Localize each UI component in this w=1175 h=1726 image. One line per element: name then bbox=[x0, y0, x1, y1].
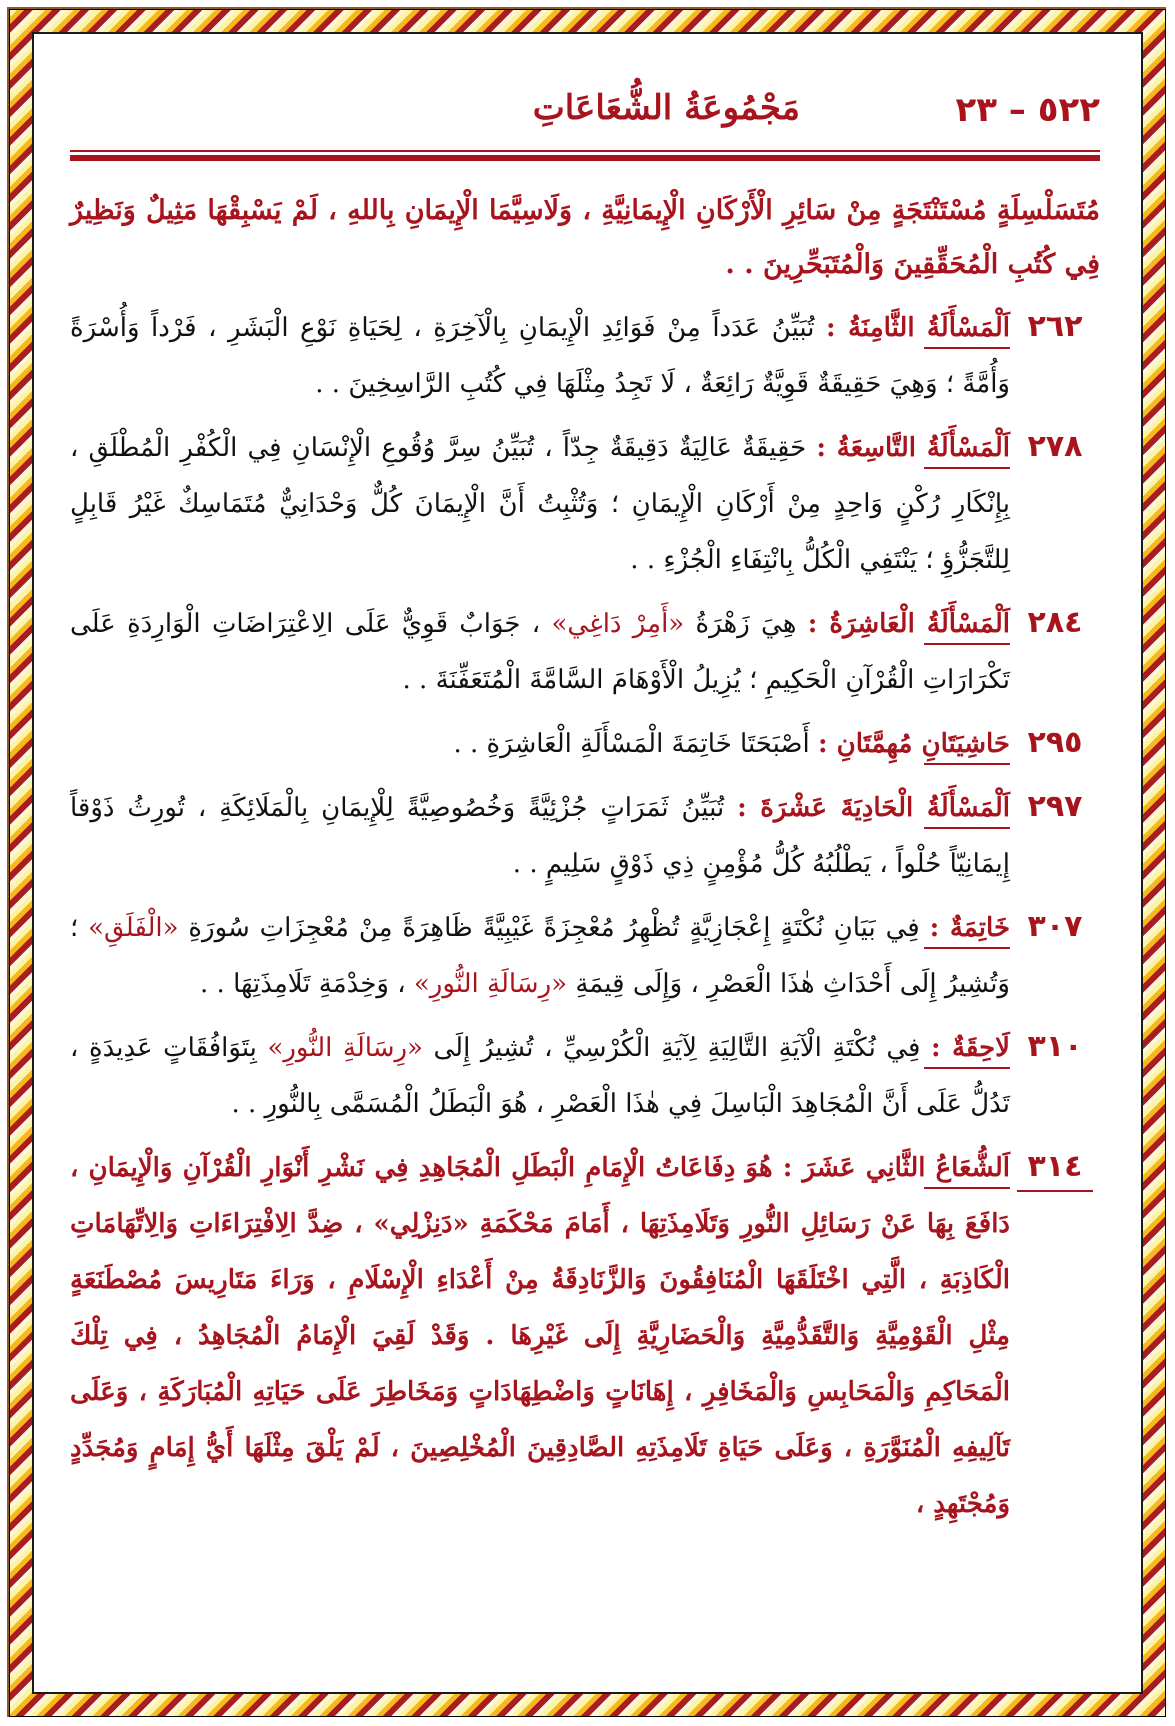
entry-text: أَصْبَحَتَا خَاتِمَةَ الْمَسْأَلَةِ الْعَاشِرَةِ . . bbox=[453, 729, 810, 759]
toc-entry[interactable] bbox=[70, 780, 1100, 892]
entry-body bbox=[70, 716, 1010, 772]
entry-text: ، وَخِدْمَةِ تَلَامِذَتِهَا . . bbox=[200, 969, 406, 999]
entry-page-number: ٢٨٤ bbox=[1027, 605, 1083, 640]
entry-text-mid: ؛ وَتُشِيرُ إِلَى أَحْدَاثِ هٰذَا الْعَصْرِ ، وَإِلَى قِيمَةِ bbox=[70, 913, 1010, 999]
toc-entry-section[interactable] bbox=[70, 1140, 1100, 1532]
toc-entry[interactable] bbox=[70, 1020, 1100, 1132]
entry-page-number: ٢٩٧ bbox=[1027, 789, 1083, 824]
page bbox=[70, 80, 1100, 1519]
toc-entry[interactable] bbox=[70, 716, 1100, 772]
entry-highlight: «رِسَالَةِ النُّورِ» bbox=[267, 1033, 423, 1063]
entry-page-number: ٣١٠ bbox=[1027, 1029, 1083, 1064]
entry-text: تُبَيِّنُ عَدَداً مِنْ فَوَائِدِ الْإِيمَانِ بِالْآخِرَةِ ، لِحَيَاةِ نَوْعِ الْبَشَرِ ، فَرْداً وَأُسْرَةً وَأُمَّةً ؛ وَهِيَ حَقِيقَةٌ قَوِيَّةٌ رَائِعَةٌ ، لَا تَجِدُ مِثْلَهَا فِي كُتُبِ الرَّاسِخِينَ . . bbox=[70, 313, 1010, 399]
entry-page-number: ٢٩٥ bbox=[1027, 725, 1083, 760]
entry-page-number: ٢٧٨ bbox=[1027, 429, 1083, 464]
entry-page-number: ٢٦٢ bbox=[1027, 309, 1083, 344]
page-content bbox=[70, 184, 1100, 1532]
entry-heading: خَاتِمَةٌ : bbox=[929, 913, 1011, 943]
toc-entry[interactable] bbox=[70, 420, 1100, 588]
entry-body bbox=[70, 780, 1010, 892]
header-rule-thick bbox=[70, 155, 1100, 161]
header-rule-thin bbox=[70, 150, 1100, 152]
entry-heading: اَلْمَسْأَلَةُ الْحَادِيَةَ عَشْرَةَ : bbox=[737, 793, 1011, 823]
entry-text-before: فِي نُكْتَةِ الْآيَةِ التَّالِيَةِ لِآيَةِ الْكُرْسِيِّ ، تُشِيرُ إِلَى bbox=[433, 1033, 921, 1063]
entry-body bbox=[70, 1020, 1010, 1132]
entry-heading: حَاشِيَتَانِ مُهِمَّتَانِ : bbox=[818, 729, 1010, 759]
entry-text: حَقِيقَةٌ عَالِيَةٌ دَقِيقَةٌ جِدّاً ، تُبَيِّنُ سِرَّ وُقُوعِ الْإِنْسَانِ فِي الْكُفْرِ الْمُطْلَقِ ، بِإِنْكَارِ رُكْنٍ وَاحِدٍ مِنْ أَرْكَانِ الْإِيمَانِ ؛ وَتُثْبِتُ أَنَّ الْإِيمَانَ كُلٌّ وَحْدَانِيٌّ مُتَمَاسِكٌ غَيْرُ قَابِلٍ لِلتَّجَزُّؤِ ؛ يَنْتَفِي الْكُلُّ بِانْتِفَاءِ الْجُزْءِ . . bbox=[70, 433, 1010, 575]
book-title: مَجْمُوعَةُ الشُّعَاعَاتِ bbox=[532, 88, 800, 128]
entry-body bbox=[70, 900, 1010, 1012]
entry-text-before: هِيَ زَهْرَةُ bbox=[695, 609, 797, 639]
entry-body bbox=[70, 1140, 1010, 1532]
entry-text: بِتَوَافُقَاتٍ عَدِيدَةٍ ، تَدُلُّ عَلَى أَنَّ الْمُجَاهِدَ الْبَاسِلَ فِي هٰذَا الْعَصْرِ ، هُوَ الْبَطَلُ الْمُسَمَّى بِالنُّورِ . . bbox=[70, 1033, 1010, 1119]
entry-text: تُبَيِّنُ ثَمَرَاتٍ جُزْئِيَّةً وَخُصُوصِيَّةً لِلْإِيمَانِ بِالْمَلَائِكَةِ ، تُورِثُ ذَوْقاً إِيمَانِيّاً حُلْواً ، يَطْلُبُهُ كُلُّ مُؤْمِنٍ ذِي ذَوْقٍ سَلِيمٍ . . bbox=[70, 793, 1010, 879]
entry-heading: اَلشُّعَاعُ الثَّانِي عَشَرَ : bbox=[782, 1153, 1010, 1183]
entry-highlight-2: «رِسَالَةِ النُّورِ» bbox=[413, 969, 568, 999]
intro-paragraph: مُتَسَلْسِلَةٍ مُسْتَنْتَجَةٍ مِنْ سَائِرِ الْأَرْكَانِ الْإِيمَانِيَّةِ ، وَلَاسِيَّمَا الْإِيمَانِ بِاللهِ ، لَمْ يَسْبِقْهَا مَثِيلٌ وَنَظِيرٌ فِي كُتُبِ الْمُحَقِّقِينَ وَالْمُتَبَحِّرِينَ . . bbox=[70, 195, 1100, 280]
entry-highlight: «أَمِرْ دَاغِي» bbox=[551, 609, 685, 639]
entry-heading: اَلْمَسْأَلَةُ التَّاسِعَةُ : bbox=[816, 433, 1010, 463]
toc-entry[interactable] bbox=[70, 300, 1100, 412]
entry-page-number: ٣٠٧ bbox=[1027, 909, 1083, 944]
page-number: ٥٢٢ – ٢٣ bbox=[955, 90, 1100, 130]
entry-heading: اَلْمَسْأَلَةُ الْعَاشِرَةُ : bbox=[807, 609, 1011, 639]
entry-heading: اَلْمَسْأَلَةُ الثَّامِنَةُ : bbox=[826, 313, 1011, 343]
entry-highlight: «الْفَلَقِ» bbox=[88, 913, 179, 943]
entry-heading: لَاحِقَةٌ : bbox=[931, 1033, 1010, 1063]
entry-text: هُوَ دِفَاعَاتُ الْإِمَامِ الْبَطَلِ الْمُجَاهِدِ فِي نَشْرِ أَنْوَارِ الْقُرْآنِ وَالْإِيمَانِ ، دَافَعَ بِهَا عَنْ رَسَائِلِ النُّورِ وَتَلَامِذَتِهَا ، أَمَامَ مَحْكَمَةِ «دَنِزْلِي» ، ضِدَّ الِافْتِرَاءَاتِ وَالِاتِّهَامَاتِ الْكَاذِبَةِ ، الَّتِي اخْتَلَقَهَا الْمُنَافِقُونَ وَالزَّنَادِقَةُ مِنْ أَعْدَاءِ الْإِسْلَامِ ، وَرَاءَ مَتَارِيسَ مُصْطَنَعَةٍ مِثْلِ الْقَوْمِيَّةِ وَالتَّقَدُّمِيَّةِ وَالْحَضَارِيَّةِ إِلَى غَيْرِهَا . وَقَدْ لَقِيَ الْإِمَامُ الْمُجَاهِدُ ، فِي تِلْكَ الْمَحَاكِمِ وَالْمَحَابِسِ وَالْمَخَافِرِ ، إِهَانَاتٍ وَاضْطِهَادَاتٍ وَمَخَاطِرَ عَلَى حَيَاتِهِ الْمُبَارَكَةِ ، وَعَلَى تَآلِيفِهِ الْمُنَوَّرَةِ ، وَعَلَى حَيَاةِ تَلَامِذَتِهِ الصَّادِقِينَ الْمُخْلِصِينَ ، لَمْ يَلْقَ مِثْلَهَا أَيُّ إِمَامٍ وَمُجَدِّدٍ وَمُجْتَهِدٍ ، bbox=[70, 1153, 1010, 1519]
entry-body bbox=[70, 596, 1010, 708]
page-header bbox=[70, 80, 1100, 140]
entry-body bbox=[70, 420, 1010, 588]
entry-text: ، جَوَابٌ قَوِيٌّ عَلَى الِاعْتِرَاضَاتِ الْوَارِدَةِ عَلَى تَكْرَارَاتِ الْقُرْآنِ الْحَكِيمِ ؛ يُزِيلُ الْأَوْهَامَ السَّامَّةَ الْمُتَعَفِّنَةَ . . bbox=[70, 609, 1010, 695]
toc-entry[interactable] bbox=[70, 900, 1100, 1012]
entry-page-number: ٣١٤ bbox=[1010, 1140, 1100, 1532]
toc-entry[interactable] bbox=[70, 596, 1100, 708]
entry-text-before: فِي بَيَانِ نُكْتَةٍ إِعْجَازِيَّةٍ تُظْهِرُ مُعْجِزَةً غَيْبِيَّةً ظَاهِرَةً مِنْ مُعْجِزَاتِ سُورَةِ bbox=[188, 913, 920, 943]
entry-body bbox=[70, 300, 1010, 412]
